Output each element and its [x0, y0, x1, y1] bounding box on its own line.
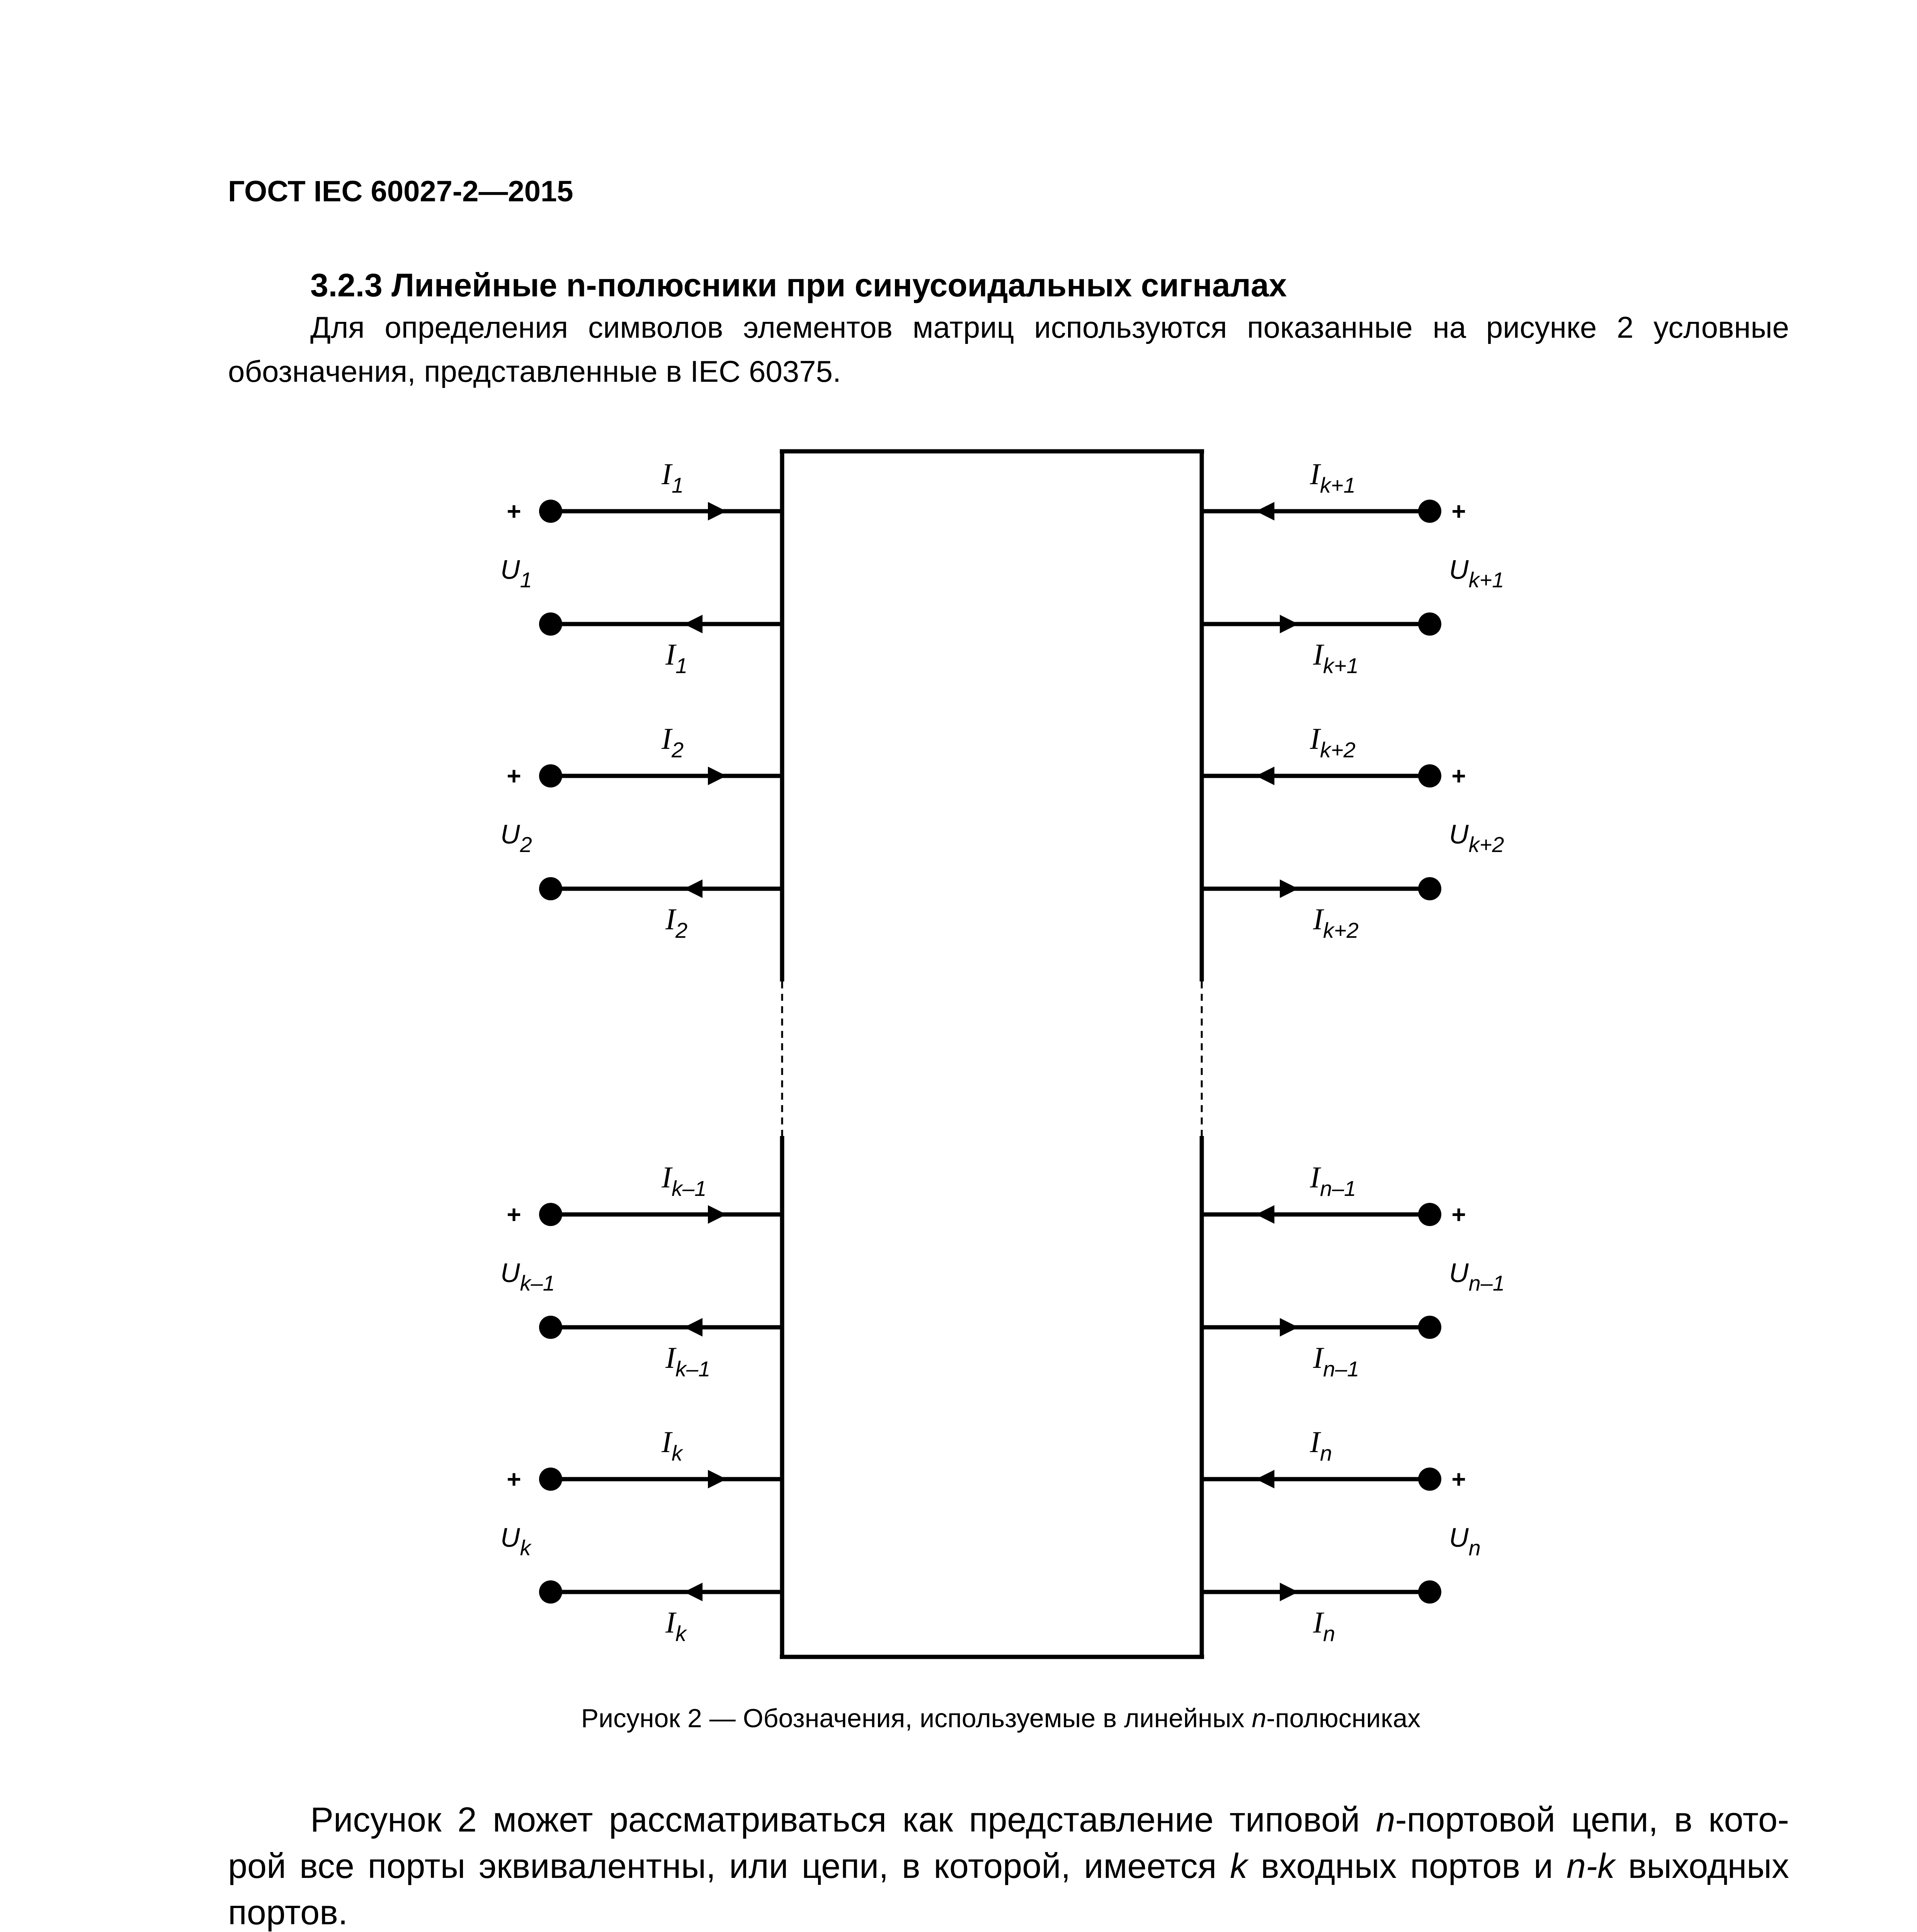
- right-port-3-plus-terminal: [1418, 1203, 1441, 1226]
- right-port-4-voltage-label: $U_n$: [1449, 1522, 1481, 1560]
- figure-caption: Рисунок 2 — Обозначения, используемые в линейных n-полюсниках: [581, 1704, 1421, 1733]
- left-port-3-minus-terminal: [539, 1316, 562, 1339]
- left-port-2-plus-terminal: [539, 764, 562, 787]
- right-port-4-minus-terminal: [1418, 1580, 1441, 1604]
- right-port-4-plus-terminal: [1418, 1468, 1441, 1491]
- body-paragraph: Рисунок 2 может рассматриваться как представление типовой n-портовой цепи, в кото- рой все порты эквивалентны, или цепи, в которой, имеется k входных портов и n-k выходных портов.: [228, 1801, 1789, 1932]
- right-port-2-current-label-bottom: $I_{k+2}$: [1313, 902, 1359, 942]
- right-port-4-inflow-arrow: [1256, 1470, 1274, 1488]
- right-port-2-plus-sign: +: [1451, 762, 1466, 790]
- left-port-4-minus-terminal: [539, 1580, 562, 1604]
- right-port-4-outflow-arrow: [1280, 1583, 1298, 1601]
- right-port-2-minus-terminal: [1418, 877, 1441, 900]
- box-dashed-gap: [782, 981, 1202, 1136]
- left-port-3-plus-terminal: [539, 1203, 562, 1226]
- right-port-3-minus-terminal: [1418, 1316, 1441, 1339]
- left-port-1-minus-terminal: [539, 612, 562, 636]
- left-port-2-outflow-arrow: [684, 879, 703, 898]
- left-port-2-voltage-label: $U_2$: [500, 819, 532, 857]
- ports-group: [500, 457, 1505, 1646]
- right-port-1-plus-sign: +: [1451, 497, 1466, 525]
- left-port-4-voltage-label: $U_k$: [500, 1522, 531, 1560]
- left-port-4-current-label-bottom: $I_k$: [665, 1605, 686, 1646]
- left-port-3-current-label-bottom: $I_{k-1}$: [665, 1341, 711, 1381]
- left-port-1-current-label-bottom: $I_1$: [665, 638, 688, 678]
- right-port-1-plus-terminal: [1418, 500, 1441, 523]
- right-port-3-voltage-label: $U_{n-1}$: [1449, 1258, 1505, 1295]
- right-port-1-voltage-label: $U_{k+1}$: [1449, 554, 1504, 592]
- network-box: [780, 451, 1204, 1657]
- right-port-2-voltage-label: $U_{k+2}$: [1449, 819, 1504, 857]
- right-port-2-outflow-arrow: [1280, 879, 1298, 898]
- left-port-2-current-label-bottom: $I_2$: [665, 902, 688, 942]
- document-header: ГОСТ IEC 60027-2—2015: [228, 175, 573, 208]
- right-port-1-minus-terminal: [1418, 612, 1441, 636]
- left-port-2-minus-terminal: [539, 877, 562, 900]
- right-port-2-inflow-arrow: [1256, 767, 1274, 785]
- left-port-1-inflow-arrow: [708, 502, 726, 520]
- right-port-1-current-label-bottom: $I_{k+1}$: [1313, 638, 1359, 678]
- left-port-4-plus-terminal: [539, 1468, 562, 1491]
- right-port-4-current-label-bottom: $I_n$: [1313, 1605, 1335, 1646]
- right-port-3-current-label-top: $I_{n-1}$: [1310, 1160, 1356, 1201]
- left-port-4-plus-sign: +: [507, 1465, 521, 1493]
- right-port-4-current-label-top: $I_n$: [1310, 1425, 1332, 1465]
- right-port-2-plus-terminal: [1418, 764, 1441, 787]
- left-port-4-outflow-arrow: [684, 1583, 703, 1601]
- left-port-3-current-label-top: $I_{k-1}$: [662, 1160, 707, 1201]
- left-port-3-voltage-label: $U_{k-1}$: [500, 1258, 555, 1295]
- right-port-3-plus-sign: +: [1451, 1201, 1466, 1228]
- right-port-1-inflow-arrow: [1256, 502, 1274, 520]
- right-port-1-outflow-arrow: [1280, 615, 1298, 633]
- left-port-1-outflow-arrow: [684, 615, 703, 633]
- left-port-1-current-label-top: $I_1$: [662, 457, 684, 497]
- left-port-3-plus-sign: +: [507, 1201, 521, 1228]
- right-port-1-current-label-top: $I_{k+1}$: [1310, 457, 1356, 497]
- left-port-1-plus-sign: +: [507, 497, 521, 525]
- left-port-4-current-label-top: $I_k$: [662, 1425, 682, 1465]
- left-port-2-plus-sign: +: [507, 762, 521, 790]
- left-port-2-inflow-arrow: [708, 767, 726, 785]
- left-port-3-outflow-arrow: [684, 1318, 703, 1337]
- right-port-3-current-label-bottom: $I_{n-1}$: [1313, 1341, 1359, 1381]
- section-title: 3.2.3 Линейные n-полюсники при синусоидальных сигналах: [310, 267, 1287, 303]
- right-port-4-plus-sign: +: [1451, 1465, 1466, 1493]
- right-port-2-current-label-top: $I_{k+2}$: [1310, 722, 1356, 762]
- left-port-3-inflow-arrow: [708, 1205, 726, 1224]
- intro-paragraph-text: Для определения символов элементов матриц используются показанные на рисунке 2 условные обозначения, представленные в IEC 60375.: [228, 310, 1789, 388]
- left-port-1-voltage-label: $U_1$: [500, 554, 532, 592]
- right-port-3-inflow-arrow: [1256, 1205, 1274, 1224]
- left-port-4-inflow-arrow: [708, 1470, 726, 1488]
- left-port-1-plus-terminal: [539, 500, 562, 523]
- left-port-2-current-label-top: $I_2$: [662, 722, 684, 762]
- right-port-3-outflow-arrow: [1280, 1318, 1298, 1337]
